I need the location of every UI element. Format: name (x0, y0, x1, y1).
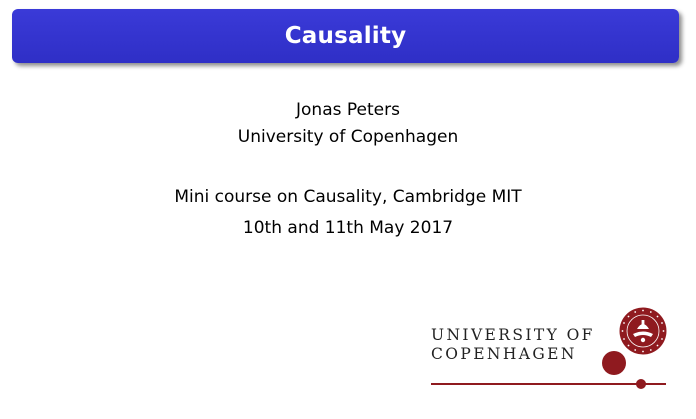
logo-rule-line (431, 383, 666, 385)
logo-line-2: COPENHAGEN (431, 345, 577, 363)
course-block (0, 182, 696, 244)
logo-large-dot (602, 351, 626, 375)
event-date: 10th and 11th May 2017 (242, 218, 454, 238)
logo-small-dot (636, 379, 646, 389)
title-bar (12, 9, 679, 63)
author-affiliation: University of Copenhagen (237, 127, 459, 147)
author-name: Jonas Peters (296, 100, 400, 120)
university-logo-text (431, 326, 595, 364)
logo-line-1: UNIVERSITY OF (431, 326, 595, 344)
author-block (0, 97, 696, 151)
university-seal-icon (619, 307, 667, 355)
event-name: Mini course on Causality, Cambridge MIT (174, 187, 522, 207)
slide-title: Causality (284, 23, 407, 49)
